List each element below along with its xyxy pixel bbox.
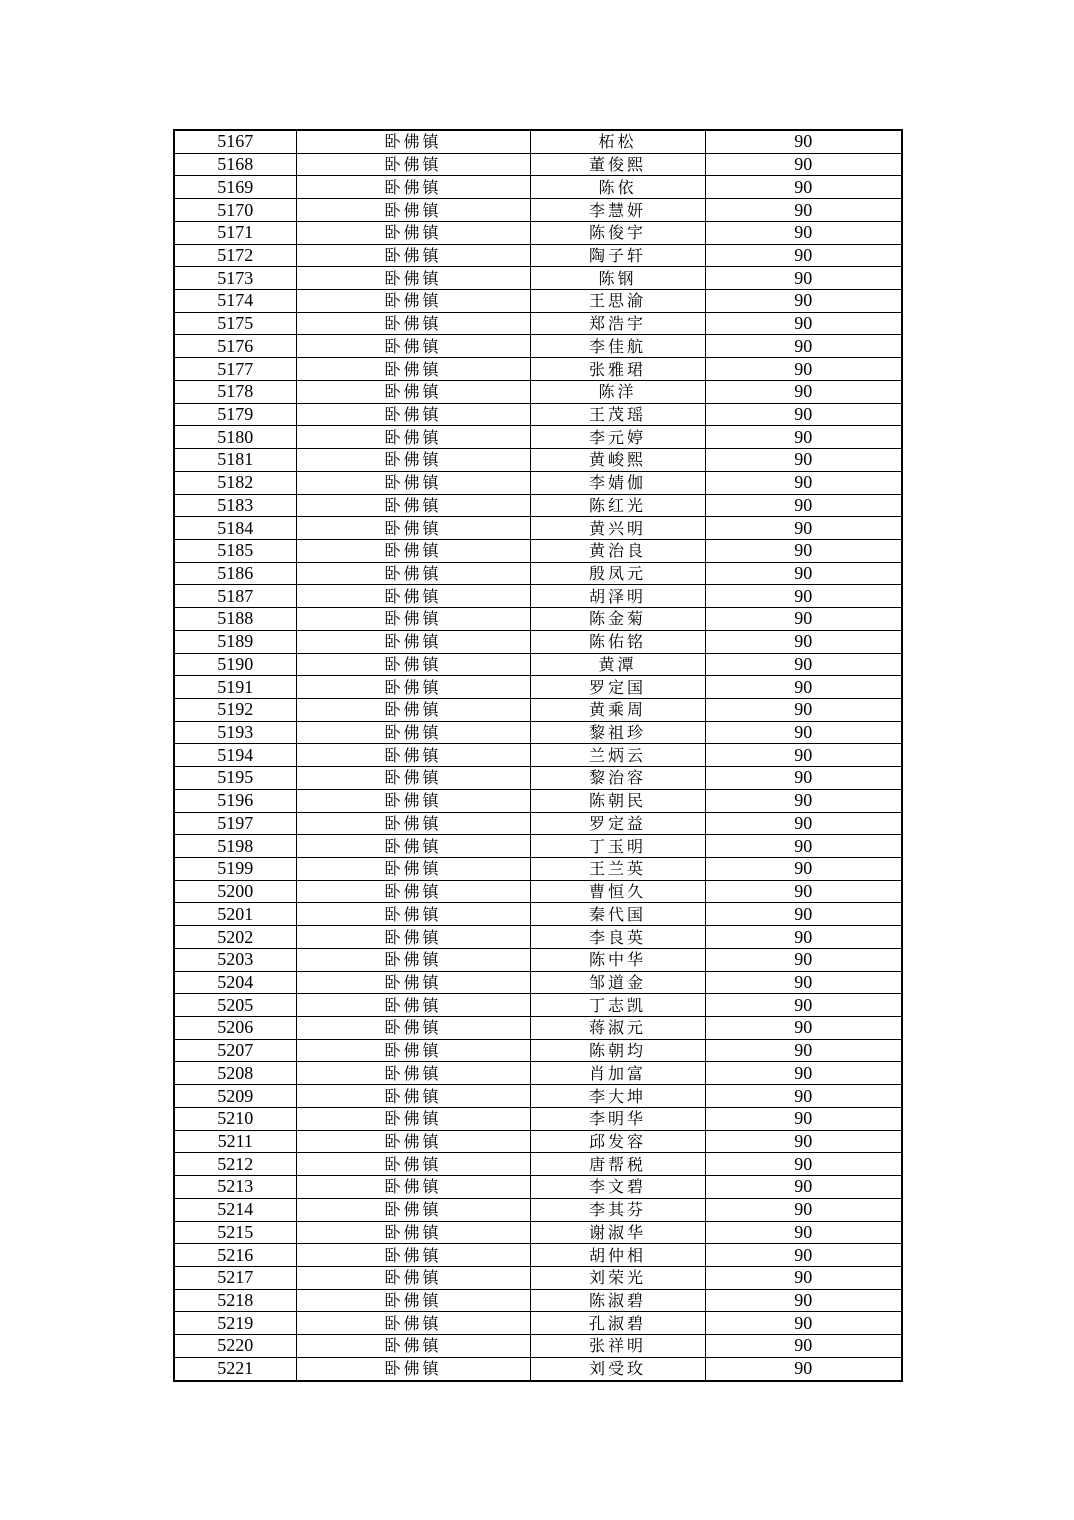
town-cell: 卧佛镇	[296, 1312, 530, 1335]
town-cell: 卧佛镇	[296, 585, 530, 608]
person-name-cell: 黄潭	[530, 653, 705, 676]
table-row	[174, 1153, 902, 1176]
town-cell: 卧佛镇	[296, 994, 530, 1017]
person-name-cell: 陈金菊	[530, 608, 705, 631]
serial-number-cell: 5176	[174, 335, 296, 358]
person-name-cell: 丁玉明	[530, 835, 705, 858]
amount-cell: 90	[705, 517, 902, 540]
person-name-cell: 李大坤	[530, 1085, 705, 1108]
amount-cell: 90	[705, 380, 902, 403]
amount-cell: 90	[705, 130, 902, 153]
town-cell: 卧佛镇	[296, 653, 530, 676]
amount-cell: 90	[705, 1085, 902, 1108]
amount-cell: 90	[705, 994, 902, 1017]
town-cell: 卧佛镇	[296, 449, 530, 472]
serial-number-cell: 5202	[174, 926, 296, 949]
table-row	[174, 1312, 902, 1335]
amount-cell: 90	[705, 1039, 902, 1062]
table-row	[174, 926, 902, 949]
table-row	[174, 812, 902, 835]
town-cell: 卧佛镇	[296, 1244, 530, 1267]
town-cell: 卧佛镇	[296, 1153, 530, 1176]
person-name-cell: 蒋淑元	[530, 1017, 705, 1040]
person-name-cell: 陈钢	[530, 267, 705, 290]
table-row	[174, 585, 902, 608]
person-name-cell: 董俊熙	[530, 153, 705, 176]
person-name-cell: 郑浩宇	[530, 312, 705, 335]
serial-number-cell: 5206	[174, 1017, 296, 1040]
town-cell: 卧佛镇	[296, 1266, 530, 1289]
amount-cell: 90	[705, 653, 902, 676]
serial-number-cell: 5178	[174, 380, 296, 403]
town-cell: 卧佛镇	[296, 744, 530, 767]
person-name-cell: 胡仲相	[530, 1244, 705, 1267]
amount-cell: 90	[705, 1221, 902, 1244]
roster-table	[173, 129, 903, 1382]
amount-cell: 90	[705, 926, 902, 949]
town-cell: 卧佛镇	[296, 903, 530, 926]
serial-number-cell: 5171	[174, 221, 296, 244]
amount-cell: 90	[705, 358, 902, 381]
roster-table-body	[174, 130, 902, 1381]
serial-number-cell: 5205	[174, 994, 296, 1017]
amount-cell: 90	[705, 1153, 902, 1176]
table-row	[174, 835, 902, 858]
amount-cell: 90	[705, 335, 902, 358]
table-row	[174, 1289, 902, 1312]
table-row	[174, 698, 902, 721]
amount-cell: 90	[705, 903, 902, 926]
table-row	[174, 994, 902, 1017]
serial-number-cell: 5180	[174, 426, 296, 449]
person-name-cell: 孔淑碧	[530, 1312, 705, 1335]
serial-number-cell: 5208	[174, 1062, 296, 1085]
town-cell: 卧佛镇	[296, 1017, 530, 1040]
table-row	[174, 1357, 902, 1380]
person-name-cell: 唐帮税	[530, 1153, 705, 1176]
table-row	[174, 767, 902, 790]
amount-cell: 90	[705, 1266, 902, 1289]
serial-number-cell: 5210	[174, 1107, 296, 1130]
table-row	[174, 199, 902, 222]
table-row	[174, 676, 902, 699]
amount-cell: 90	[705, 176, 902, 199]
person-name-cell: 刘荣光	[530, 1266, 705, 1289]
person-name-cell: 张雅珺	[530, 358, 705, 381]
table-row	[174, 221, 902, 244]
town-cell: 卧佛镇	[296, 358, 530, 381]
serial-number-cell: 5201	[174, 903, 296, 926]
table-row	[174, 244, 902, 267]
town-cell: 卧佛镇	[296, 1130, 530, 1153]
serial-number-cell: 5185	[174, 539, 296, 562]
serial-number-cell: 5189	[174, 630, 296, 653]
serial-number-cell: 5174	[174, 290, 296, 313]
serial-number-cell: 5199	[174, 858, 296, 881]
amount-cell: 90	[705, 630, 902, 653]
person-name-cell: 李其芬	[530, 1198, 705, 1221]
amount-cell: 90	[705, 153, 902, 176]
amount-cell: 90	[705, 880, 902, 903]
table-row	[174, 471, 902, 494]
table-row	[174, 449, 902, 472]
table-row	[174, 630, 902, 653]
serial-number-cell: 5181	[174, 449, 296, 472]
serial-number-cell: 5220	[174, 1335, 296, 1358]
serial-number-cell: 5175	[174, 312, 296, 335]
town-cell: 卧佛镇	[296, 789, 530, 812]
town-cell: 卧佛镇	[296, 539, 530, 562]
table-row	[174, 744, 902, 767]
person-name-cell: 陶子轩	[530, 244, 705, 267]
serial-number-cell: 5203	[174, 948, 296, 971]
table-row	[174, 176, 902, 199]
serial-number-cell: 5213	[174, 1176, 296, 1199]
town-cell: 卧佛镇	[296, 812, 530, 835]
serial-number-cell: 5198	[174, 835, 296, 858]
town-cell: 卧佛镇	[296, 153, 530, 176]
amount-cell: 90	[705, 1130, 902, 1153]
serial-number-cell: 5194	[174, 744, 296, 767]
town-cell: 卧佛镇	[296, 1107, 530, 1130]
town-cell: 卧佛镇	[296, 494, 530, 517]
amount-cell: 90	[705, 1335, 902, 1358]
amount-cell: 90	[705, 835, 902, 858]
amount-cell: 90	[705, 858, 902, 881]
town-cell: 卧佛镇	[296, 1198, 530, 1221]
amount-cell: 90	[705, 1176, 902, 1199]
table-row	[174, 539, 902, 562]
person-name-cell: 李元婷	[530, 426, 705, 449]
serial-number-cell: 5186	[174, 562, 296, 585]
serial-number-cell: 5172	[174, 244, 296, 267]
serial-number-cell: 5192	[174, 698, 296, 721]
town-cell: 卧佛镇	[296, 926, 530, 949]
person-name-cell: 曹恒久	[530, 880, 705, 903]
table-row	[174, 948, 902, 971]
amount-cell: 90	[705, 585, 902, 608]
town-cell: 卧佛镇	[296, 608, 530, 631]
town-cell: 卧佛镇	[296, 858, 530, 881]
table-row	[174, 1176, 902, 1199]
serial-number-cell: 5212	[174, 1153, 296, 1176]
table-row	[174, 1039, 902, 1062]
serial-number-cell: 5195	[174, 767, 296, 790]
table-row	[174, 562, 902, 585]
table-row	[174, 1266, 902, 1289]
town-cell: 卧佛镇	[296, 221, 530, 244]
serial-number-cell: 5193	[174, 721, 296, 744]
table-row	[174, 335, 902, 358]
serial-number-cell: 5218	[174, 1289, 296, 1312]
serial-number-cell: 5214	[174, 1198, 296, 1221]
town-cell: 卧佛镇	[296, 1085, 530, 1108]
town-cell: 卧佛镇	[296, 176, 530, 199]
amount-cell: 90	[705, 290, 902, 313]
amount-cell: 90	[705, 971, 902, 994]
person-name-cell: 罗定益	[530, 812, 705, 835]
serial-number-cell: 5179	[174, 403, 296, 426]
serial-number-cell: 5200	[174, 880, 296, 903]
table-row	[174, 608, 902, 631]
table-row	[174, 789, 902, 812]
town-cell: 卧佛镇	[296, 562, 530, 585]
serial-number-cell: 5188	[174, 608, 296, 631]
person-name-cell: 丁志凯	[530, 994, 705, 1017]
table-row	[174, 358, 902, 381]
amount-cell: 90	[705, 449, 902, 472]
person-name-cell: 李明华	[530, 1107, 705, 1130]
person-name-cell: 黎祖珍	[530, 721, 705, 744]
serial-number-cell: 5196	[174, 789, 296, 812]
person-name-cell: 王思渝	[530, 290, 705, 313]
amount-cell: 90	[705, 1062, 902, 1085]
person-name-cell: 陈依	[530, 176, 705, 199]
person-name-cell: 刘受玫	[530, 1357, 705, 1380]
serial-number-cell: 5184	[174, 517, 296, 540]
person-name-cell: 罗定国	[530, 676, 705, 699]
person-name-cell: 李婧伽	[530, 471, 705, 494]
person-name-cell: 黄兴明	[530, 517, 705, 540]
table-row	[174, 130, 902, 153]
person-name-cell: 柘松	[530, 130, 705, 153]
town-cell: 卧佛镇	[296, 1062, 530, 1085]
table-row	[174, 1017, 902, 1040]
amount-cell: 90	[705, 948, 902, 971]
town-cell: 卧佛镇	[296, 767, 530, 790]
person-name-cell: 陈洋	[530, 380, 705, 403]
table-row	[174, 517, 902, 540]
person-name-cell: 王兰英	[530, 858, 705, 881]
amount-cell: 90	[705, 539, 902, 562]
amount-cell: 90	[705, 221, 902, 244]
town-cell: 卧佛镇	[296, 880, 530, 903]
table-row	[174, 903, 902, 926]
town-cell: 卧佛镇	[296, 835, 530, 858]
town-cell: 卧佛镇	[296, 130, 530, 153]
table-row	[174, 494, 902, 517]
serial-number-cell: 5219	[174, 1312, 296, 1335]
town-cell: 卧佛镇	[296, 335, 530, 358]
serial-number-cell: 5204	[174, 971, 296, 994]
table-row	[174, 880, 902, 903]
amount-cell: 90	[705, 608, 902, 631]
town-cell: 卧佛镇	[296, 244, 530, 267]
serial-number-cell: 5187	[174, 585, 296, 608]
serial-number-cell: 5168	[174, 153, 296, 176]
table-row	[174, 1130, 902, 1153]
town-cell: 卧佛镇	[296, 267, 530, 290]
person-name-cell: 陈淑碧	[530, 1289, 705, 1312]
person-name-cell: 陈朝均	[530, 1039, 705, 1062]
town-cell: 卧佛镇	[296, 698, 530, 721]
amount-cell: 90	[705, 562, 902, 585]
town-cell: 卧佛镇	[296, 290, 530, 313]
person-name-cell: 肖加富	[530, 1062, 705, 1085]
amount-cell: 90	[705, 1244, 902, 1267]
person-name-cell: 谢淑华	[530, 1221, 705, 1244]
amount-cell: 90	[705, 471, 902, 494]
person-name-cell: 邹道金	[530, 971, 705, 994]
amount-cell: 90	[705, 744, 902, 767]
person-name-cell: 陈朝民	[530, 789, 705, 812]
town-cell: 卧佛镇	[296, 517, 530, 540]
serial-number-cell: 5209	[174, 1085, 296, 1108]
person-name-cell: 兰炳云	[530, 744, 705, 767]
amount-cell: 90	[705, 767, 902, 790]
amount-cell: 90	[705, 1107, 902, 1130]
table-row	[174, 971, 902, 994]
person-name-cell: 陈俊宇	[530, 221, 705, 244]
serial-number-cell: 5183	[174, 494, 296, 517]
serial-number-cell: 5216	[174, 1244, 296, 1267]
table-row	[174, 380, 902, 403]
amount-cell: 90	[705, 721, 902, 744]
table-row	[174, 1062, 902, 1085]
serial-number-cell: 5170	[174, 199, 296, 222]
table-row	[174, 721, 902, 744]
town-cell: 卧佛镇	[296, 380, 530, 403]
person-name-cell: 陈佑铭	[530, 630, 705, 653]
town-cell: 卧佛镇	[296, 426, 530, 449]
town-cell: 卧佛镇	[296, 403, 530, 426]
town-cell: 卧佛镇	[296, 1357, 530, 1380]
table-row	[174, 290, 902, 313]
amount-cell: 90	[705, 1357, 902, 1380]
serial-number-cell: 5197	[174, 812, 296, 835]
town-cell: 卧佛镇	[296, 1289, 530, 1312]
town-cell: 卧佛镇	[296, 471, 530, 494]
person-name-cell: 陈中华	[530, 948, 705, 971]
serial-number-cell: 5169	[174, 176, 296, 199]
amount-cell: 90	[705, 676, 902, 699]
person-name-cell: 李良英	[530, 926, 705, 949]
town-cell: 卧佛镇	[296, 1039, 530, 1062]
amount-cell: 90	[705, 698, 902, 721]
table-row	[174, 1107, 902, 1130]
table-row	[174, 426, 902, 449]
serial-number-cell: 5221	[174, 1357, 296, 1380]
town-cell: 卧佛镇	[296, 312, 530, 335]
serial-number-cell: 5217	[174, 1266, 296, 1289]
person-name-cell: 李文碧	[530, 1176, 705, 1199]
amount-cell: 90	[705, 403, 902, 426]
serial-number-cell: 5211	[174, 1130, 296, 1153]
table-row	[174, 1198, 902, 1221]
amount-cell: 90	[705, 1198, 902, 1221]
table-row	[174, 1335, 902, 1358]
serial-number-cell: 5177	[174, 358, 296, 381]
table-row	[174, 653, 902, 676]
amount-cell: 90	[705, 267, 902, 290]
amount-cell: 90	[705, 1312, 902, 1335]
person-name-cell: 黎治容	[530, 767, 705, 790]
table-row	[174, 403, 902, 426]
town-cell: 卧佛镇	[296, 971, 530, 994]
serial-number-cell: 5167	[174, 130, 296, 153]
person-name-cell: 黄治良	[530, 539, 705, 562]
amount-cell: 90	[705, 494, 902, 517]
person-name-cell: 邱发容	[530, 1130, 705, 1153]
amount-cell: 90	[705, 1289, 902, 1312]
town-cell: 卧佛镇	[296, 199, 530, 222]
town-cell: 卧佛镇	[296, 948, 530, 971]
serial-number-cell: 5215	[174, 1221, 296, 1244]
town-cell: 卧佛镇	[296, 1176, 530, 1199]
amount-cell: 90	[705, 244, 902, 267]
amount-cell: 90	[705, 812, 902, 835]
table-row	[174, 1221, 902, 1244]
person-name-cell: 殷凤元	[530, 562, 705, 585]
town-cell: 卧佛镇	[296, 1335, 530, 1358]
town-cell: 卧佛镇	[296, 676, 530, 699]
town-cell: 卧佛镇	[296, 1221, 530, 1244]
amount-cell: 90	[705, 789, 902, 812]
table-row	[174, 267, 902, 290]
serial-number-cell: 5182	[174, 471, 296, 494]
person-name-cell: 李佳航	[530, 335, 705, 358]
town-cell: 卧佛镇	[296, 721, 530, 744]
person-name-cell: 秦代国	[530, 903, 705, 926]
table-row	[174, 312, 902, 335]
person-name-cell: 王茂瑶	[530, 403, 705, 426]
serial-number-cell: 5207	[174, 1039, 296, 1062]
person-name-cell: 李慧妍	[530, 199, 705, 222]
table-row	[174, 1085, 902, 1108]
serial-number-cell: 5191	[174, 676, 296, 699]
table-row	[174, 858, 902, 881]
person-name-cell: 胡泽明	[530, 585, 705, 608]
person-name-cell: 黄乘周	[530, 698, 705, 721]
table-row	[174, 153, 902, 176]
person-name-cell: 张祥明	[530, 1335, 705, 1358]
amount-cell: 90	[705, 199, 902, 222]
serial-number-cell: 5173	[174, 267, 296, 290]
amount-cell: 90	[705, 312, 902, 335]
person-name-cell: 黄峻熙	[530, 449, 705, 472]
amount-cell: 90	[705, 1017, 902, 1040]
amount-cell: 90	[705, 426, 902, 449]
serial-number-cell: 5190	[174, 653, 296, 676]
town-cell: 卧佛镇	[296, 630, 530, 653]
table-row	[174, 1244, 902, 1267]
person-name-cell: 陈红光	[530, 494, 705, 517]
